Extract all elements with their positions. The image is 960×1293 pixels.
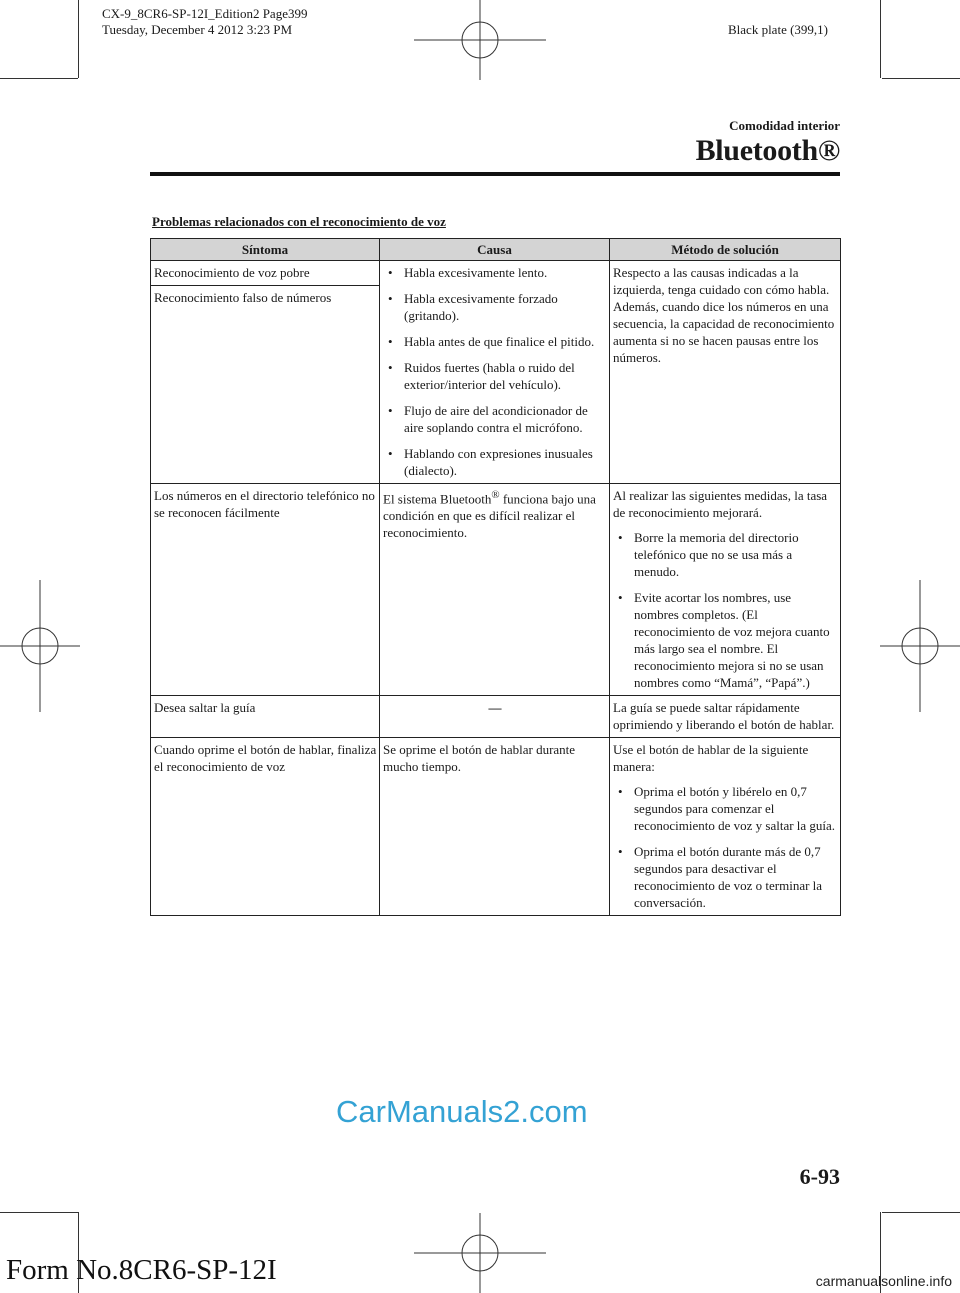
symptom-cell: Cuando oprime el botón de hablar, finaliza el reconocimiento de voz — [151, 738, 380, 916]
registration-mark-top — [414, 0, 546, 80]
table-row — [151, 484, 841, 696]
list-item: • Evite acortar los nombres, use nombres completos. (El reconocimiento de voz mejora cuanto más largo sea el nombre. El reconocimiento mejora si no se usan nombres como “Mamá”, “Papá”.) — [613, 589, 838, 691]
symptom-text: Reconocimiento de voz pobre — [154, 265, 310, 280]
list-item: • Habla antes de que finalice el pitido. — [383, 333, 607, 350]
list-item: • Ruidos fuertes (habla o ruido del exterior/interior del vehículo). — [383, 359, 607, 393]
list-item: • Borre la memoria del directorio telefónico que no se usa más a menudo. — [613, 529, 838, 580]
table-row — [151, 738, 841, 916]
list-item: • Flujo de aire del acondicionador de aire soplando contra el micrófono. — [383, 402, 607, 436]
print-info-file: CX-9_8CR6-SP-12I_Edition2 Page399 — [102, 6, 308, 21]
chapter-title: Bluetooth® — [695, 134, 840, 167]
solution-cell — [610, 484, 841, 696]
list-item: • Oprima el botón y libérelo en 0,7 segundos para comenzar el reconocimiento de voz y saltar la guía. — [613, 783, 838, 834]
solution-intro: Al realizar las siguientes medidas, la tasa de reconocimiento mejorará. — [613, 488, 828, 520]
cause-cell: Se oprime el botón de hablar durante mucho tiempo. — [380, 738, 610, 916]
registration-mark-bottom — [414, 1213, 546, 1293]
solution-intro: Use el botón de hablar de la siguiente manera: — [613, 742, 809, 774]
table-row — [151, 696, 841, 738]
symptom-cell: Los números en el directorio telefónico no se reconocen fácilmente — [151, 484, 380, 696]
table-header-row — [151, 239, 841, 261]
footer-site: carmanualsonline.info — [815, 1273, 952, 1289]
cause-text: funciona bajo una condición en que es difícil realizar el reconocimiento. — [383, 491, 596, 541]
cause-cell — [380, 261, 610, 484]
cause-cell: — — [380, 696, 610, 738]
list-item: • Habla excesivamente forzado (gritando). — [383, 290, 607, 324]
header-symptom: Síntoma — [151, 239, 380, 261]
print-info — [102, 6, 307, 38]
troubleshooting-table — [150, 238, 841, 916]
symptom-cell — [151, 261, 380, 484]
header-solution: Método de solución — [610, 239, 841, 261]
symptom-text: Reconocimiento falso de números — [151, 285, 379, 306]
solution-cell — [610, 738, 841, 916]
solution-cell: La guía se puede saltar rápidamente oprimiendo y liberando el botón de hablar. — [610, 696, 841, 738]
symptom-cell: Desea saltar la guía — [151, 696, 380, 738]
registered-mark: ® — [491, 489, 500, 501]
header-cause: Causa — [380, 239, 610, 261]
registration-mark-right — [880, 580, 960, 712]
table-title: Problemas relacionados con el reconocimiento de voz — [152, 214, 446, 229]
solution-cell: Respecto a las causas indicadas a la izquierda, tenga cuidado con cómo habla. Además, cuando dice los números en una secuencia, la capacidad de reconocimiento aumenta si no se hacen pausas entre los números. — [610, 261, 841, 484]
registration-mark-left — [0, 580, 80, 712]
page-number: 6-93 — [799, 1164, 840, 1189]
section-title: Comodidad interior — [729, 118, 840, 133]
solution-list — [613, 783, 838, 911]
list-item: • Oprima el botón durante más de 0,7 segundos para desactivar el reconocimiento de voz o terminar la conversación. — [613, 843, 838, 911]
cause-list — [383, 264, 607, 479]
table-row — [151, 261, 841, 484]
cause-cell — [380, 484, 610, 696]
print-info-date: Tuesday, December 4 2012 3:23 PM — [102, 22, 293, 37]
watermark-logo: CarManuals2.com — [336, 1094, 588, 1129]
solution-list — [613, 529, 838, 691]
list-item: • Hablando con expresiones inusuales (dialecto). — [383, 445, 607, 479]
plate-label: Black plate (399,1) — [728, 22, 828, 37]
list-item: • Habla excesivamente lento. — [383, 264, 607, 281]
header-rule — [150, 172, 840, 176]
cause-text: El sistema Bluetooth — [383, 491, 492, 507]
form-number: Form No.8CR6-SP-12I — [6, 1254, 277, 1286]
